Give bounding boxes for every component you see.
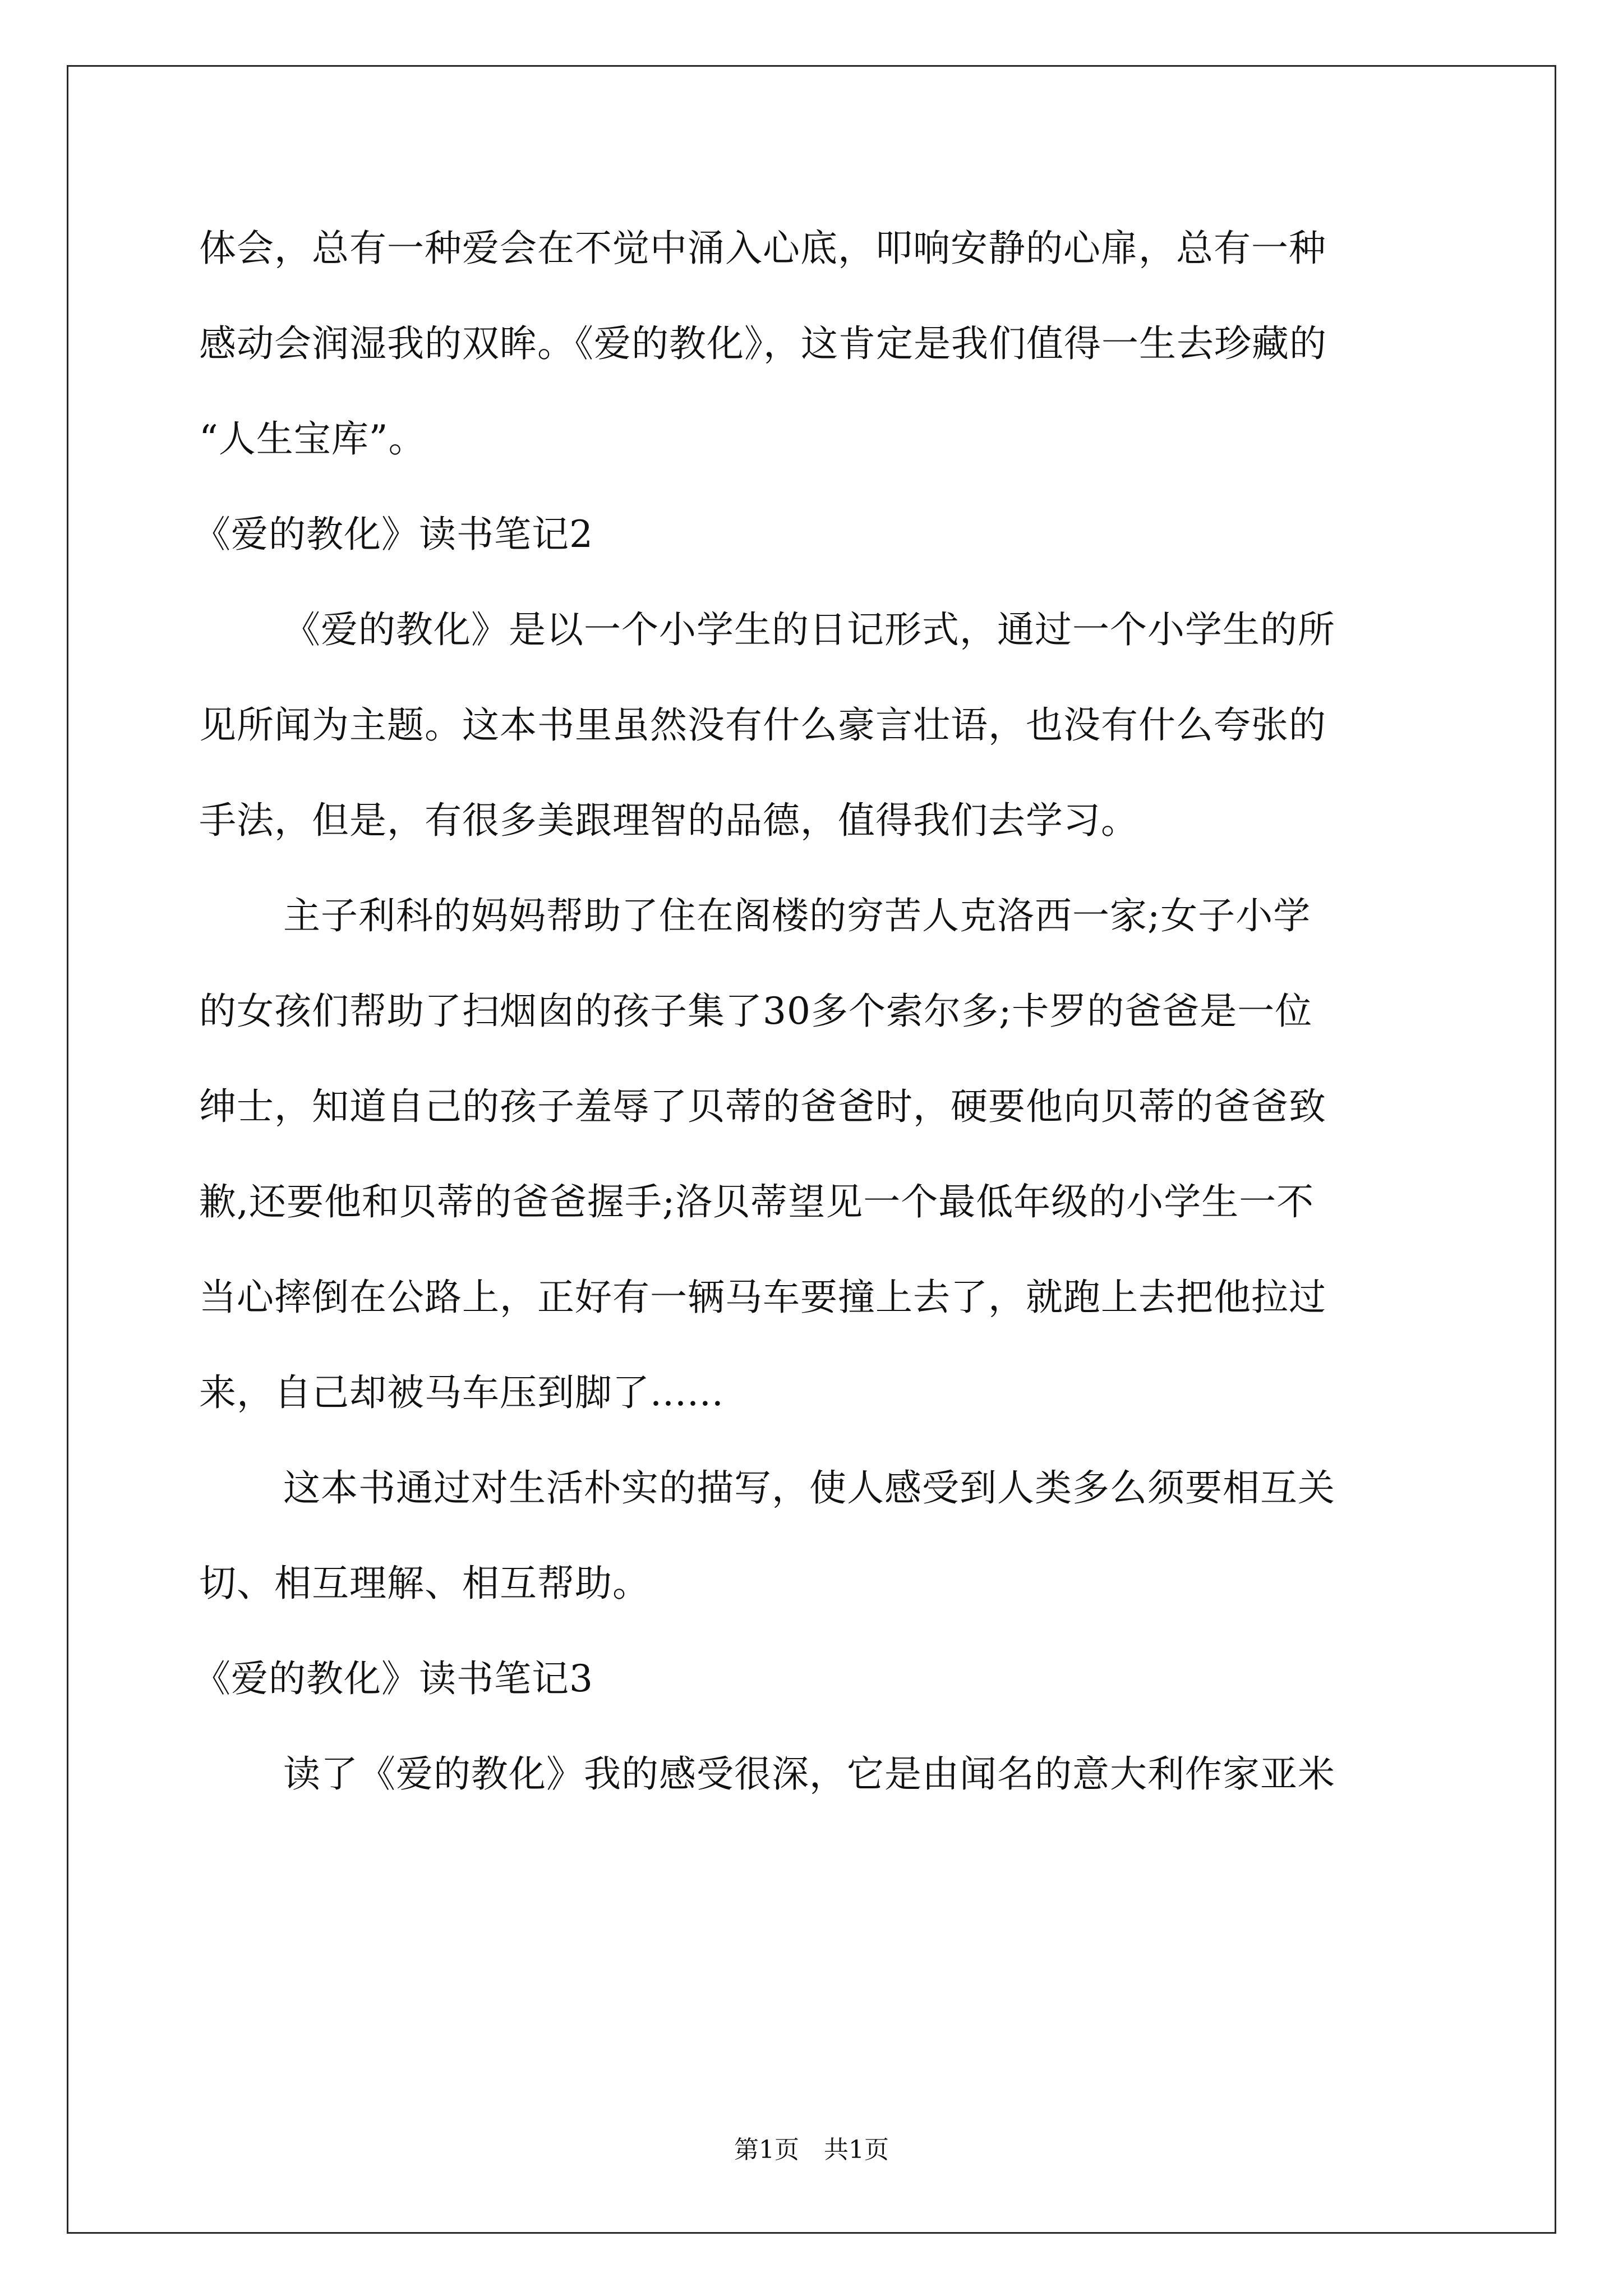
paragraph-line: “人生宝库”。 xyxy=(199,417,426,461)
paragraph-line: 当心摔倒在公路上，正好有一辆马车要撞上去了，就跑上去把他拉过 xyxy=(199,1276,1326,1319)
paragraph-line: 来，自己却被马车压到脚了...... xyxy=(199,1371,724,1414)
paragraph-line: 歉,还要他和贝蒂的爸爸握手;洛贝蒂望见一个最低年级的小学生一不 xyxy=(199,1180,1315,1223)
paragraph-line: 手法，但是，有很多美跟理智的品德，值得我们去学习。 xyxy=(199,799,1138,842)
section-heading: 《爱的教化》读书笔记2 xyxy=(193,513,593,556)
page-border xyxy=(67,65,1556,2234)
paragraph-line: 切、相互理解、相互帮助。 xyxy=(199,1562,650,1605)
paragraph-line: 绅士，知道自己的孩子羞辱了贝蒂的爸爸时，硬要他向贝蒂的爸爸致 xyxy=(199,1085,1326,1128)
paragraph-line: 感动会润湿我的双眸。《爱的教化》，这肯定是我们值得一生去珍藏的 xyxy=(199,322,1327,365)
paragraph-line: 这本书通过对生活朴实的描写，使人感受到人类多么须要相互关 xyxy=(283,1466,1335,1510)
paragraph-line: 主子利科的妈妈帮助了住在阁楼的穷苦人克洛西一家;女子小学 xyxy=(283,894,1311,937)
section-heading: 《爱的教化》读书笔记3 xyxy=(193,1657,593,1700)
paragraph-line: 见所闻为主题。这本书里虽然没有什么豪言壮语，也没有什么夸张的 xyxy=(199,703,1326,747)
paragraph-line: 体会，总有一种爱会在不觉中涌入心底，叩响安静的心扉，总有一种 xyxy=(199,227,1326,270)
paragraph-line: 的女孩们帮助了扫烟囱的孩子集了30多个索尔多;卡罗的爸爸是一位 xyxy=(199,990,1313,1033)
paragraph-line: 读了《爱的教化》我的感受很深，它是由闻名的意大利作家亚米 xyxy=(283,1752,1335,1796)
page-number-footer: 第1页 共1页 xyxy=(734,2136,889,2164)
paragraph-line: 《爱的教化》是以一个小学生的日记形式，通过一个小学生的所 xyxy=(283,608,1335,651)
